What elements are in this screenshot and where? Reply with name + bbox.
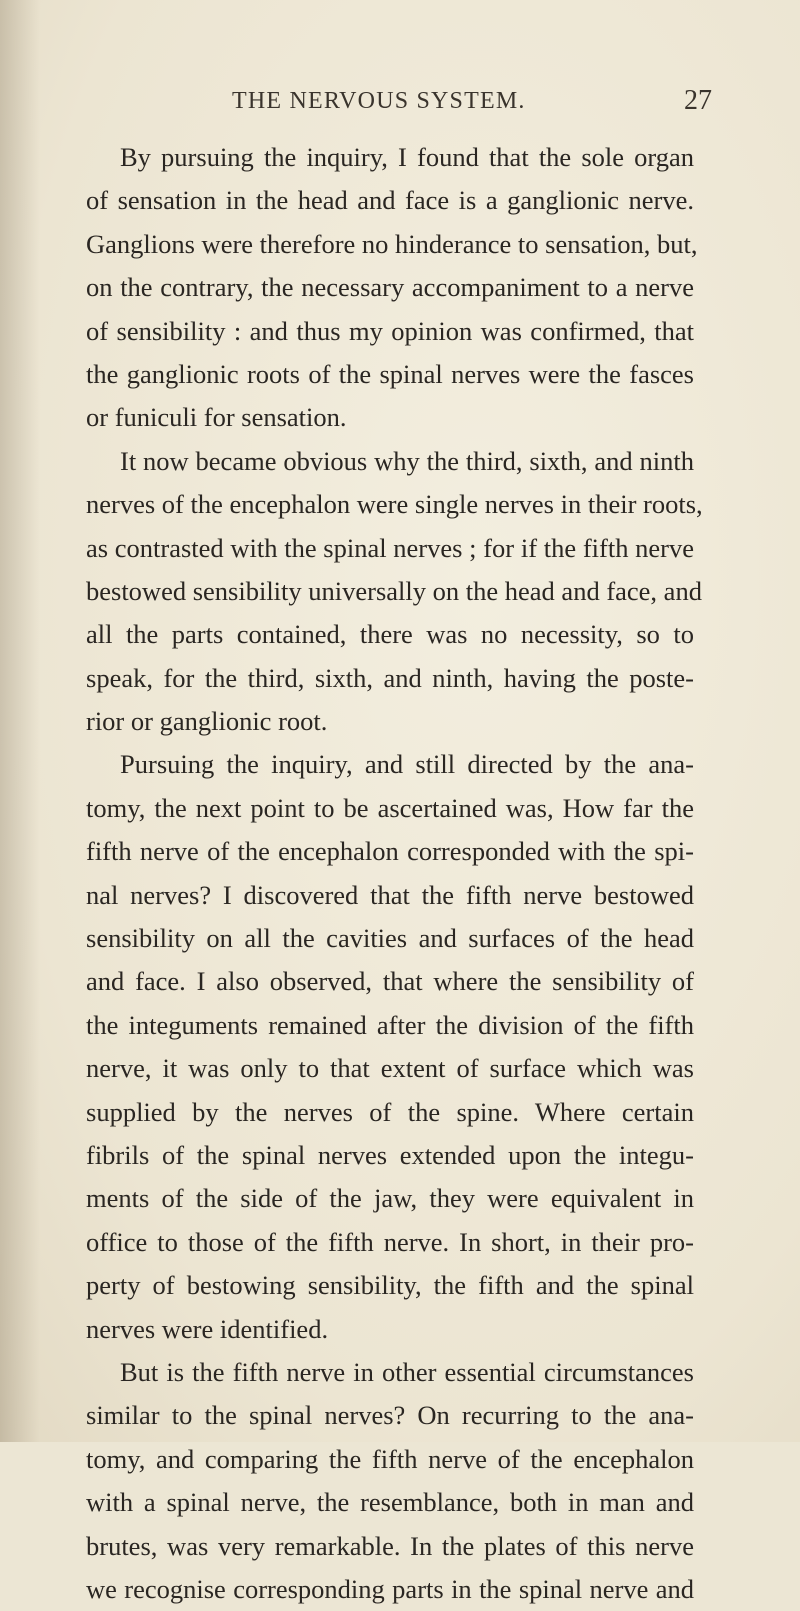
text-line: of sensibility : and thus my opinion was confirmed, that [86, 315, 694, 346]
body-text [86, 136, 703, 1611]
text-line: similar to the spinal nerves? On recurring to the ana- [86, 1400, 694, 1431]
text-line: bestowed sensibility universally on the head and face, and [86, 575, 702, 606]
text-line: sensibility on all the cavities and surfaces of the head [86, 923, 694, 954]
text-line: on the contrary, the necessary accompaniment to a nerve [86, 272, 694, 303]
text-line: office to those of the fifth nerve. In short, in their pro- [86, 1226, 694, 1257]
text-line: Ganglions were therefore no hinderance to sensation, but, [86, 228, 698, 259]
text-line: By pursuing the inquiry, I found that the sole organ [120, 142, 694, 172]
text-line: nerves were identified. [86, 1313, 329, 1344]
text-line: of sensation in the head and face is a ganglionic nerve. [86, 185, 694, 216]
text-line: nerves of the encephalon were single nerves in their roots, [86, 489, 703, 520]
text-line: or funiculi for sensation. [86, 402, 347, 433]
running-head [0, 84, 800, 118]
text-line: nerve, it was only to that extent of surface which was [86, 1053, 694, 1084]
text-line: fibrils of the spinal nerves extended upon the integu- [86, 1139, 694, 1170]
text-line: perty of bestowing sensibility, the fifth and the spinal [86, 1270, 694, 1301]
text-line: and face. I also observed, that where the sensibility of [86, 966, 694, 997]
text-line: the integuments remained after the division of the fifth [86, 1009, 694, 1040]
text-line: It now became obvious why the third, sixth, and ninth [120, 445, 694, 476]
text-line: rior or ganglionic root. [86, 706, 328, 737]
text-line: Pursuing the inquiry, and still directed by the ana- [120, 749, 694, 780]
paragraph [86, 440, 703, 744]
paragraph [86, 1351, 694, 1611]
page-number: 27 [684, 85, 712, 116]
text-line: But is the fifth nerve in other essential circumstances [120, 1356, 694, 1387]
text-line: tomy, and comparing the fifth nerve of the encephalon [86, 1443, 694, 1474]
text-line: brutes, was very remarkable. In the plates of this nerve [86, 1530, 694, 1561]
paragraph [86, 136, 698, 440]
running-title: THE NERVOUS SYSTEM. [232, 88, 526, 114]
text-line: ments of the side of the jaw, they were equivalent in [86, 1183, 694, 1214]
paragraph [86, 743, 694, 1350]
text-line: the ganglionic roots of the spinal nerves were the fasces [86, 358, 694, 389]
text-line: with a spinal nerve, the resemblance, both in man and [86, 1487, 694, 1518]
text-line: speak, for the third, sixth, and ninth, having the poste- [86, 662, 694, 693]
binding-gutter-shadow [0, 0, 40, 1442]
text-line: all the parts contained, there was no necessity, so to [86, 619, 694, 650]
text-line: supplied by the nerves of the spine. Where certain [86, 1096, 694, 1127]
text-line: fifth nerve of the encephalon corresponded with the spi- [86, 836, 694, 867]
text-line: as contrasted with the spinal nerves ; for if the fifth nerve [86, 532, 694, 563]
text-line: nal nerves? I discovered that the fifth nerve bestowed [86, 879, 694, 910]
text-line: tomy, the next point to be ascertained was, How far the [86, 792, 694, 823]
text-line: we recognise corresponding parts in the spinal nerve and [86, 1573, 694, 1604]
